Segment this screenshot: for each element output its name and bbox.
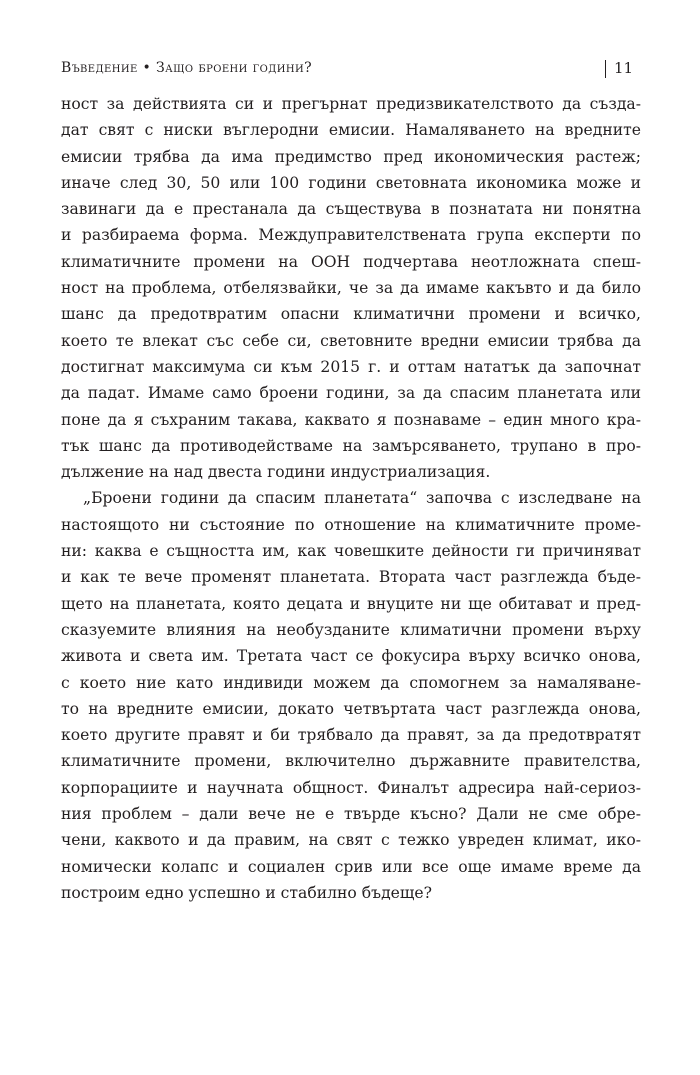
text-line: построим едно успешно и стабилно бъдеще? <box>61 883 432 902</box>
text-line: иначе след 30, 50 или 100 години световната икономика може и <box>61 173 641 192</box>
text-line: настоящото ни състояние по отношение на климатичните проме- <box>61 515 641 534</box>
page-number: 11 <box>614 59 634 77</box>
running-header <box>61 57 638 81</box>
text-line: живота и света им. Третата част се фокусира върху всичко онова, <box>61 647 641 666</box>
header-separator <box>605 60 606 78</box>
text-line: с което ние като индивиди можем да спомогнем за намаляване- <box>61 673 641 692</box>
text-line: достигнат максимума си към 2015 г. и оттам нататък да започнат <box>61 357 641 376</box>
body-text <box>61 91 641 906</box>
text-line: номически колапс и социален срив или все още имаме време да <box>61 857 641 876</box>
text-line: климатичните промени, включително държавните правителства, <box>61 752 641 771</box>
text-line: ност за действията си и прегърнат предизвикателството да създа- <box>61 95 641 113</box>
text-line: и разбираема форма. Междуправителствената група експерти по <box>61 226 641 245</box>
paragraph <box>61 91 641 485</box>
text-line: климатичните промени на ООН подчертава неотложната спеш- <box>61 252 641 271</box>
text-line: емисии трябва да има предимство пред икономическия растеж; <box>61 147 641 166</box>
text-line: и как те вече променят планетата. Втората част разглежда бъде- <box>61 568 641 587</box>
paragraph <box>61 485 641 906</box>
text-line: щето на планетата, която децата и внуците ни ще обитават и пред- <box>61 594 641 613</box>
text-line: корпорациите и научната общност. Финалът адресира най-сериоз- <box>61 778 641 797</box>
text-line: чени, каквото и да правим, на свят с тежко увреден климат, ико- <box>61 831 641 850</box>
text-line: дат свят с ниски въглеродни емисии. Намаляването на вредните <box>61 121 641 140</box>
text-line: дължение на над двеста години индустриализация. <box>61 463 491 482</box>
text-line: да падат. Имаме само броени години, за да спасим планетата или <box>61 384 641 403</box>
text-line: то на вредните емисии, докато четвъртата част разглежда онова, <box>61 699 641 718</box>
text-line: сказуемите влияния на необузданите климатични промени върху <box>61 620 641 639</box>
text-line: което те влекат със себе си, световните вредни емисии трябва да <box>61 331 641 350</box>
text-line: ни: каква е същността им, как човешките дейности ги причиняват <box>61 542 641 561</box>
text-line: „Броени години да спасим планетата“ започва с изследване на <box>83 489 641 508</box>
text-line: шанс да предотвратим опасни климатични промени и всичко, <box>61 305 641 324</box>
text-line: ност на проблема, отбелязвайки, че за да имаме какъвто и да било <box>61 279 641 298</box>
text-line: тък шанс да противодействаме на замърсяването, трупано в про- <box>61 436 641 455</box>
text-line: което другите правят и би трябвало да правят, за да предотвратят <box>61 726 641 745</box>
text-line: ния проблем – дали вече не е твърде късно? Дали не сме обре- <box>61 805 641 824</box>
text-line: поне да я съхраним такава, каквато я познаваме – един много кра- <box>61 410 641 429</box>
text-line: завинаги да е престанала да съществува в познатата ни понятна <box>61 200 641 219</box>
running-header-title: Въведение • Защо броени години? <box>61 60 313 76</box>
